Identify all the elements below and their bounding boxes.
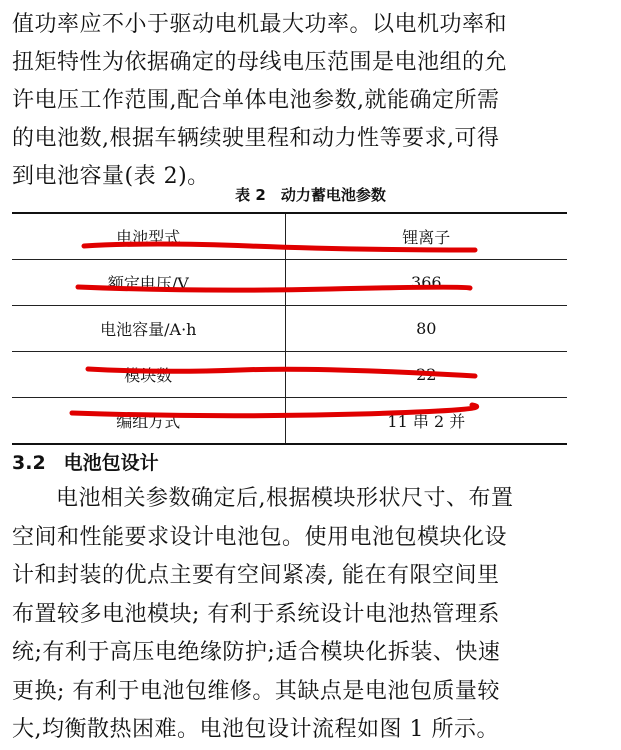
paragraph-line: 到电池容量(表 2)。 <box>12 164 210 189</box>
paragraph-line: 统;有利于高压电绝缘防护;适合模块化拆装、快速 <box>12 640 501 665</box>
table-cell-label: 编组方式 <box>12 398 285 445</box>
section-number: 3.2 <box>12 452 46 474</box>
paragraph-line: 的电池数,根据车辆续驶里程和动力性等要求,可得 <box>12 126 500 151</box>
paragraph-line: 计和封装的优点主要有空间紧凑, 能在有限空间里 <box>12 563 500 588</box>
table-cell-value: 80 <box>285 306 567 352</box>
table-row <box>12 352 567 398</box>
table-cell-label: 模块数 <box>12 352 285 398</box>
section-heading <box>12 448 159 475</box>
paragraph-line: 更换; 有利于电池包维修。其缺点是电池包质量较 <box>12 678 500 704</box>
paragraph-line: 许电压工作范围,配合单体电池参数,就能确定所需 <box>12 88 500 113</box>
table-row <box>12 398 567 445</box>
table-cell-label: 电池容量/A·h <box>12 306 285 352</box>
table-row <box>12 306 567 352</box>
table-cell-label: 额定电压/V <box>12 260 285 306</box>
table-row <box>12 260 567 306</box>
section-title-text: 电池包设计 <box>63 452 159 474</box>
paragraph-line: 大,均衡散热困难。电池包设计流程如图 1 所示。 <box>12 717 499 742</box>
battery-parameter-table <box>12 212 567 445</box>
table-cell-value: 11 串 2 并 <box>285 398 567 445</box>
paragraph-line: 电池相关参数确定后,根据模块形状尺寸、布置 <box>56 486 514 511</box>
body-paragraph-1 <box>12 6 610 196</box>
table-caption: 表 2 动力蓄电池参数 <box>235 186 386 204</box>
table-row <box>12 213 567 260</box>
table-cell-label: 电池型式 <box>12 213 285 260</box>
paragraph-line: 值功率应不小于驱动电机最大功率。以电机功率和 <box>12 12 508 37</box>
paragraph-line: 空间和性能要求设计电池包。使用电池包模块化设 <box>12 524 508 550</box>
paragraph-line: 布置较多电池模块; 有利于系统设计电池热管理系 <box>12 601 500 627</box>
body-paragraph-2 <box>12 480 610 750</box>
paragraph-line: 扭矩特性为依据确定的母线电压范围是电池组的允 <box>12 50 508 75</box>
table-cell-value: 锂离子 <box>285 213 567 260</box>
table-cell-value: 366 <box>285 260 567 306</box>
table-cell-value: 22 <box>285 352 567 398</box>
